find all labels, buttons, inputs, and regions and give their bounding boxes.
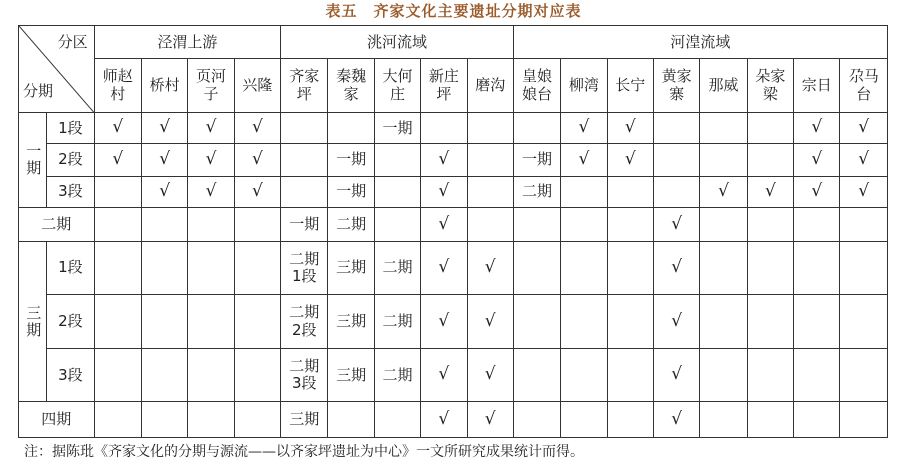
table-cell xyxy=(141,348,187,402)
site-header: 桥村 xyxy=(141,59,187,113)
table-cell: √ xyxy=(561,144,607,176)
table-cell: √ xyxy=(653,241,699,295)
table-cell xyxy=(374,176,420,207)
table-cell xyxy=(794,208,840,241)
period-label: 三期 xyxy=(19,241,47,402)
region-header: 洮河流域 xyxy=(281,26,514,59)
table-cell xyxy=(700,295,747,349)
table-cell xyxy=(374,144,420,176)
table-cell xyxy=(561,348,607,402)
segment-label: 2段 xyxy=(47,295,94,349)
table-cell: 二期2段 xyxy=(281,295,328,349)
table-cell xyxy=(141,402,187,438)
table-cell: √ xyxy=(467,348,513,402)
table-cell xyxy=(94,208,141,241)
site-header: 宗日 xyxy=(794,59,840,113)
table-cell xyxy=(700,241,747,295)
region-header: 泾渭上游 xyxy=(94,26,280,59)
table-cell xyxy=(421,113,467,144)
table-cell xyxy=(747,402,793,438)
table-cell: 二期 xyxy=(328,208,374,241)
table-cell xyxy=(607,295,653,349)
table-cell xyxy=(234,402,280,438)
table-cell xyxy=(141,295,187,349)
table-cell: √ xyxy=(747,176,793,207)
table-cell: 三期 xyxy=(328,241,374,295)
table-cell: √ xyxy=(234,113,280,144)
table-title: 表五 齐家文化主要遗址分期对应表 xyxy=(325,2,582,20)
table-cell: √ xyxy=(653,295,699,349)
table-cell xyxy=(700,113,747,144)
table-cell: √ xyxy=(141,113,187,144)
table-cell: 二期 xyxy=(513,176,560,207)
table-cell xyxy=(794,402,840,438)
segment-label: 1段 xyxy=(47,113,94,144)
table-cell: √ xyxy=(653,402,699,438)
table-cell: 二期 xyxy=(374,295,420,349)
table-cell: √ xyxy=(467,402,513,438)
table-cell xyxy=(653,113,699,144)
table-cell xyxy=(374,402,420,438)
table-cell: √ xyxy=(794,144,840,176)
period-label: 二期 xyxy=(19,208,95,241)
corner-label-region: 分区 xyxy=(57,33,88,51)
table-cell: √ xyxy=(561,113,607,144)
table-cell xyxy=(653,176,699,207)
table-cell: √ xyxy=(607,113,653,144)
table-cell xyxy=(188,348,234,402)
table-cell xyxy=(513,208,560,241)
table-cell xyxy=(561,241,607,295)
table-cell xyxy=(700,348,747,402)
table-cell xyxy=(467,176,513,207)
table-cell xyxy=(747,241,793,295)
site-header: 朵家梁 xyxy=(747,59,793,113)
table-cell: √ xyxy=(653,208,699,241)
table-cell: √ xyxy=(94,113,141,144)
table-cell xyxy=(94,295,141,349)
table-cell: √ xyxy=(421,176,467,207)
table-cell: √ xyxy=(607,144,653,176)
table-cell xyxy=(188,295,234,349)
table-cell: √ xyxy=(467,241,513,295)
table-cell xyxy=(747,295,793,349)
table-cell: 二期 xyxy=(374,348,420,402)
table-cell xyxy=(840,295,888,349)
site-header: 皇娘娘台 xyxy=(513,59,560,113)
table-cell: √ xyxy=(840,113,888,144)
segment-label: 3段 xyxy=(47,176,94,207)
table-cell xyxy=(94,176,141,207)
table-cell: 一期 xyxy=(374,113,420,144)
table-cell: √ xyxy=(141,176,187,207)
site-header: 兴隆 xyxy=(234,59,280,113)
table-cell: √ xyxy=(188,144,234,176)
table-cell: √ xyxy=(188,176,234,207)
table-cell: 三期 xyxy=(328,295,374,349)
table-cell: √ xyxy=(840,176,888,207)
site-header: 新庄坪 xyxy=(421,59,467,113)
table-cell xyxy=(281,113,328,144)
table-cell xyxy=(513,402,560,438)
table-cell xyxy=(747,113,793,144)
site-header: 齐家坪 xyxy=(281,59,328,113)
table-cell: √ xyxy=(94,144,141,176)
table-cell xyxy=(840,348,888,402)
site-header: 柳湾 xyxy=(561,59,607,113)
corner-label-period: 分期 xyxy=(23,81,54,100)
table-cell xyxy=(467,208,513,241)
table-cell: 一期 xyxy=(513,144,560,176)
table-cell xyxy=(700,144,747,176)
table-cell xyxy=(188,402,234,438)
table-cell xyxy=(281,144,328,176)
site-header: 黄家寨 xyxy=(653,59,699,113)
site-header: 秦魏家 xyxy=(328,59,374,113)
table-cell xyxy=(94,348,141,402)
site-header: 页河子 xyxy=(188,59,234,113)
table-cell xyxy=(561,208,607,241)
table-cell xyxy=(374,208,420,241)
table-cell xyxy=(467,113,513,144)
table-cell: √ xyxy=(421,208,467,241)
table-cell xyxy=(188,208,234,241)
table-cell: 一期 xyxy=(328,176,374,207)
corner-header xyxy=(19,26,95,113)
table-cell xyxy=(328,113,374,144)
table-cell: √ xyxy=(421,295,467,349)
table-cell: √ xyxy=(840,144,888,176)
site-header: 尕马台 xyxy=(840,59,888,113)
period-label: 四期 xyxy=(19,402,95,438)
segment-label: 3段 xyxy=(47,348,94,402)
table-cell: 一期 xyxy=(281,208,328,241)
table-cell xyxy=(561,402,607,438)
table-cell xyxy=(141,241,187,295)
table-cell: 三期 xyxy=(281,402,328,438)
table-cell xyxy=(94,241,141,295)
table-cell xyxy=(794,241,840,295)
table-cell: √ xyxy=(700,176,747,207)
table-cell: √ xyxy=(188,113,234,144)
table-cell: √ xyxy=(234,144,280,176)
site-header: 长宁 xyxy=(607,59,653,113)
table-cell: 二期 xyxy=(374,241,420,295)
table-cell xyxy=(561,295,607,349)
table-cell: √ xyxy=(421,241,467,295)
table-cell xyxy=(607,348,653,402)
table-cell: √ xyxy=(794,176,840,207)
table-cell xyxy=(188,241,234,295)
table-cell xyxy=(561,176,607,207)
table-cell xyxy=(141,208,187,241)
table-cell xyxy=(700,402,747,438)
table-cell: √ xyxy=(421,144,467,176)
table-cell xyxy=(794,348,840,402)
table-cell: √ xyxy=(141,144,187,176)
table-cell: 二期3段 xyxy=(281,348,328,402)
table-cell: √ xyxy=(653,348,699,402)
table-cell: 三期 xyxy=(328,348,374,402)
site-header: 磨沟 xyxy=(467,59,513,113)
table-cell: 一期 xyxy=(328,144,374,176)
table-cell xyxy=(840,241,888,295)
table-cell xyxy=(840,208,888,241)
table-cell xyxy=(607,176,653,207)
table-note: 注：据陈玭《齐家文化的分期与源流——以齐家坪遗址为中心》一文所研究成果统计而得。 xyxy=(24,444,584,460)
site-header: 那威 xyxy=(700,59,747,113)
periodization-table xyxy=(18,25,888,438)
table-cell xyxy=(513,113,560,144)
table-cell: √ xyxy=(421,402,467,438)
table-cell: √ xyxy=(794,113,840,144)
table-cell xyxy=(328,402,374,438)
table-cell: √ xyxy=(467,295,513,349)
table-cell xyxy=(607,208,653,241)
table-cell xyxy=(700,208,747,241)
table-cell xyxy=(94,402,141,438)
table-cell xyxy=(234,241,280,295)
table-cell: √ xyxy=(421,348,467,402)
table-cell xyxy=(234,295,280,349)
region-header: 河湟流域 xyxy=(513,26,887,59)
table-cell: √ xyxy=(234,176,280,207)
site-header: 大何庄 xyxy=(374,59,420,113)
site-header: 师赵村 xyxy=(94,59,141,113)
table-cell xyxy=(513,348,560,402)
table-cell xyxy=(607,241,653,295)
table-cell xyxy=(513,295,560,349)
table-cell xyxy=(794,295,840,349)
table-cell xyxy=(234,348,280,402)
table-cell xyxy=(513,241,560,295)
table-cell xyxy=(607,402,653,438)
table-cell xyxy=(747,144,793,176)
table-cell xyxy=(281,176,328,207)
table-cell xyxy=(234,208,280,241)
segment-label: 1段 xyxy=(47,241,94,295)
table-cell xyxy=(840,402,888,438)
segment-label: 2段 xyxy=(47,144,94,176)
table-cell xyxy=(747,348,793,402)
period-label: 一期 xyxy=(19,113,47,208)
table-cell xyxy=(653,144,699,176)
table-cell xyxy=(747,208,793,241)
table-cell xyxy=(467,144,513,176)
table-cell: 二期1段 xyxy=(281,241,328,295)
